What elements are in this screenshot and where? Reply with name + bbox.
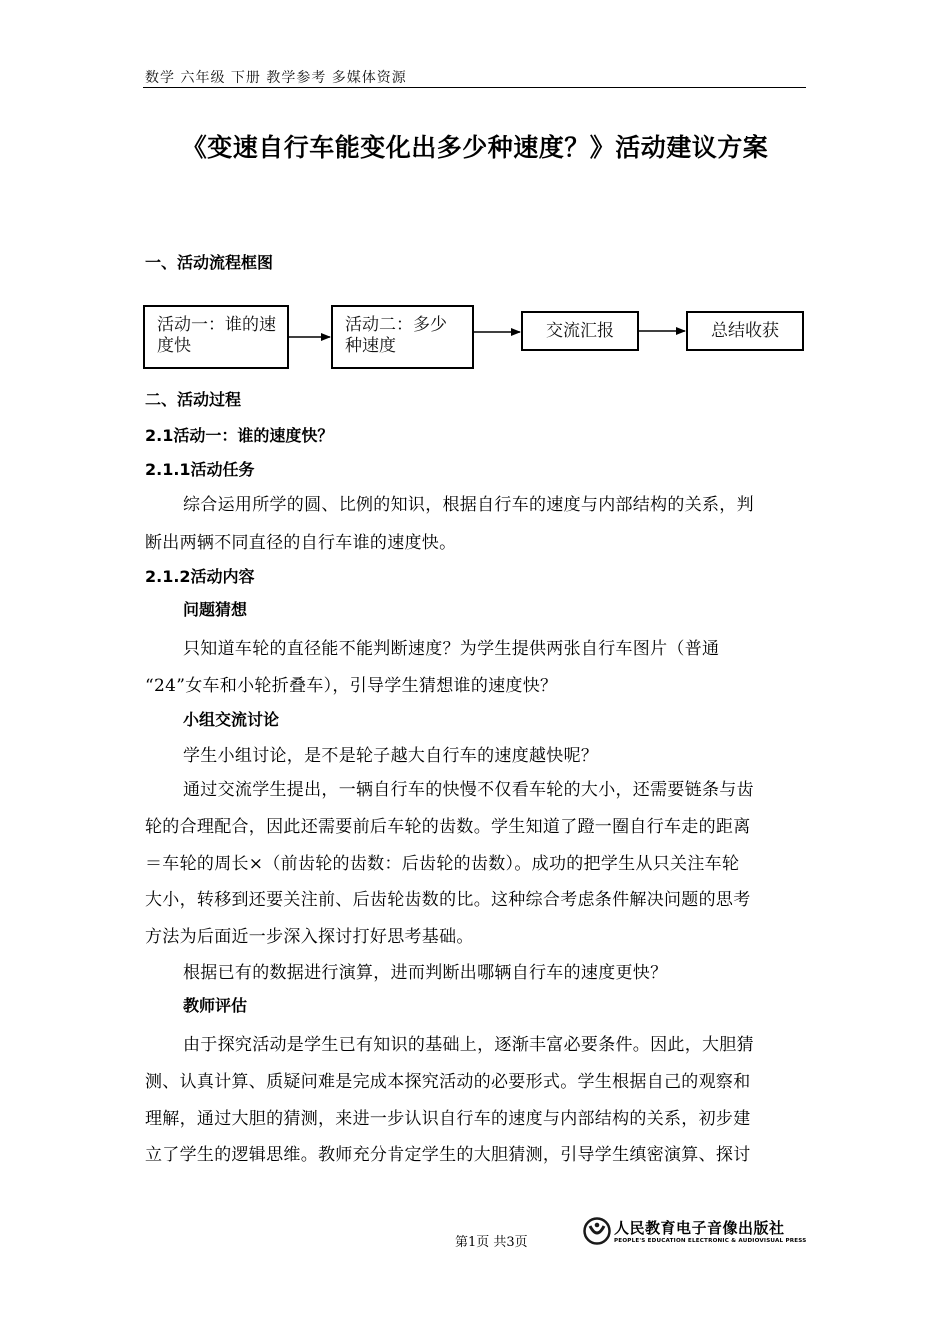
- publisher-name-en: PEOPLE'S EDUCATION ELECTRONIC & AUDIOVISUAL PRESS: [614, 1238, 807, 1244]
- guess-heading: 问题猜想: [183, 600, 248, 619]
- subheading-2-1: 2.1活动一：谁的速度快？: [145, 426, 334, 445]
- flow-box-activity-1-label: 活动一：谁的速度快: [157, 315, 276, 356]
- guess-line-2: “24”女车和小轮折叠车），引导学生猜想谁的速度快？: [145, 676, 558, 696]
- eval-heading: 教师评估: [183, 996, 248, 1015]
- subheading-2-1-1: 2.1.1活动任务: [145, 460, 255, 479]
- task-line-1: 综合运用所学的圆、比例的知识，根据自行车的速度与内部结构的关系，判: [183, 495, 754, 515]
- section-heading-flowchart: 一、活动流程框图: [145, 253, 274, 272]
- calc-line: 根据已有的数据进行演算，进而判断出哪辆自行车的速度更快？: [183, 963, 668, 983]
- flow-box-report-label: 交流汇报: [546, 320, 614, 341]
- guess-line-1: 只知道车轮的直径能不能判断速度？为学生提供两张自行车图片（普通: [183, 639, 720, 659]
- eval-line-1: 由于探究活动是学生已有知识的基础上，逐渐丰富必要条件。因此，大胆猜: [183, 1035, 754, 1055]
- flow-box-activity-2-label: 活动二：多少种速度: [345, 315, 447, 356]
- group-line-2: 轮的合理配合，因此还需要前后车轮的齿数。学生知道了蹬一圈自行车走的距离: [145, 817, 751, 837]
- flowchart: [0, 0, 950, 400]
- group-line-4: 大小，转移到还要关注前、后齿轮齿数的比。这种综合考虑条件解决问题的思考: [145, 890, 751, 910]
- subheading-2-1-2: 2.1.2活动内容: [145, 567, 255, 586]
- group-line-1: 通过交流学生提出，一辆自行车的快慢不仅看车轮的大小，还需要链条与齿: [183, 780, 754, 800]
- flow-arrows: [0, 0, 950, 400]
- group-line-5: 方法为后面近一步深入探讨打好思考基础。: [145, 927, 474, 947]
- flow-box-summary-label: 总结收获: [711, 320, 779, 341]
- group-heading: 小组交流讨论: [183, 710, 280, 729]
- group-question: 学生小组讨论，是不是轮子越大自行车的速度越快呢？: [183, 746, 599, 766]
- page-number: 第1页 共3页: [455, 1235, 528, 1250]
- eval-line-4: 立了学生的逻辑思维。教师充分肯定学生的大胆猜测，引导学生缜密演算、探讨: [145, 1145, 751, 1165]
- publisher-logo-icon: [583, 1217, 611, 1245]
- eval-line-3: 理解，通过大胆的猜测，来进一步认识自行车的速度与内部结构的关系，初步建: [145, 1109, 751, 1129]
- document-title: 《变速自行车能变化出多少种速度？》活动建议方案: [181, 133, 769, 162]
- section-heading-process: 二、活动过程: [145, 390, 242, 409]
- running-header: 数学 六年级 下册 教学参考 多媒体资源: [145, 70, 407, 86]
- group-line-3: ＝车轮的周长×（前齿轮的齿数：后齿轮的齿数）。成功的把学生从只关注车轮: [145, 854, 740, 874]
- eval-line-2: 测、认真计算、质疑问难是完成本探究活动的必要形式。学生根据自己的观察和: [145, 1072, 751, 1092]
- task-line-2: 断出两辆不同直径的自行车谁的速度快。: [145, 533, 457, 553]
- publisher-name-cn: 人民教育电子音像出版社: [614, 1219, 785, 1237]
